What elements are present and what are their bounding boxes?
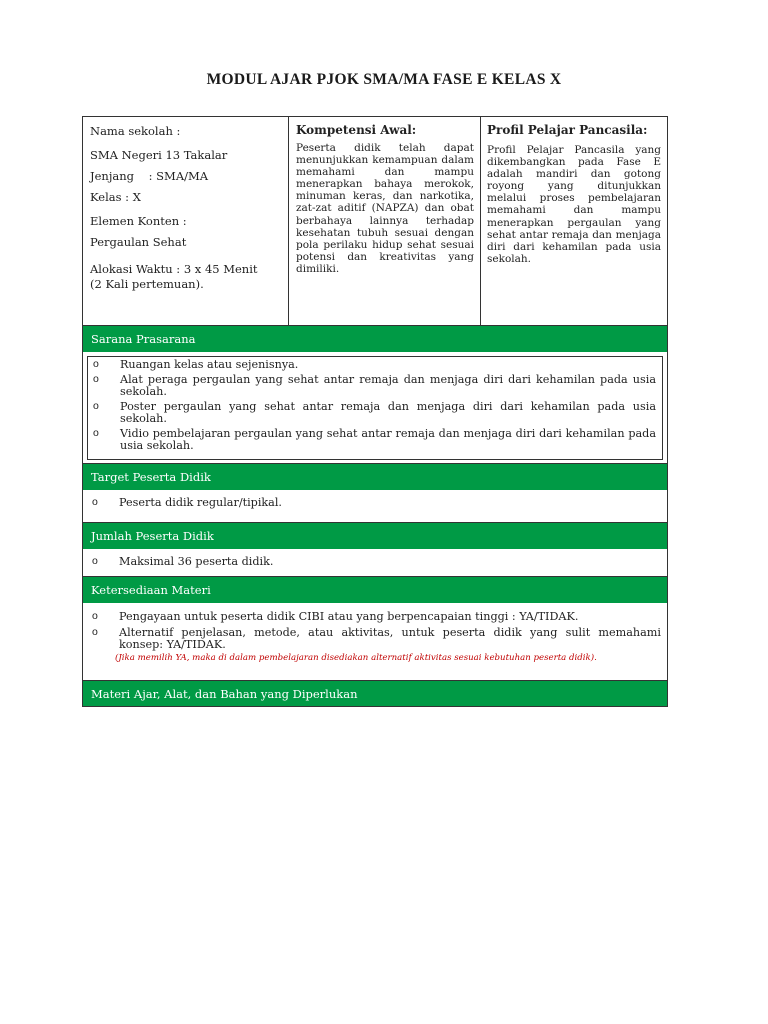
bullet: o	[93, 373, 99, 385]
bullet: o	[92, 496, 98, 508]
sarana-list: o Ruangan kelas atau sejenisnya. o Alat peraga pergaulan yang sehat antar remaja dan menjaga diri dari kehamilan pada usia sekolah. o Poster pergaulan yang sehat antar remaja dan menjaga diri dari kehamilan pada usia sekolah. o Vidio pembelajaran pergaulan yang sehat antar remaja dan menjaga diri dari kehamilan pada usia sekolah.	[87, 356, 663, 460]
bullet: o	[93, 400, 99, 412]
section-body-jumlah: o Maksimal 36 peserta didik.	[83, 549, 667, 577]
meeting-count: (2 Kali pertemuan).	[90, 277, 204, 291]
profile-heading: Profil Pelajar Pancasila:	[487, 123, 648, 137]
class-text: Kelas : X	[90, 190, 141, 204]
bullet: o	[93, 427, 99, 439]
document-title: MODUL AJAR PJOK SMA/MA FASE E KELAS X	[206, 71, 562, 88]
profile-cell	[481, 117, 667, 326]
section-header-materi: Ketersediaan Materi	[83, 577, 667, 603]
section-header-target: Target Peserta Didik	[83, 464, 667, 490]
competency-heading: Kompetensi Awal:	[296, 123, 417, 137]
time-allocation: Alokasi Waktu : 3 x 45 Menit	[90, 262, 258, 276]
bullet: o	[93, 358, 99, 370]
level-text: Jenjang : SMA/MA	[90, 169, 209, 183]
materi-note: (Jika memilih YA, maka di dalam pembelajaran disediakan alternatif aktivitas sesuai kebutuhan peserta didik).	[115, 653, 597, 663]
competency-cell	[289, 117, 481, 326]
bullet: o	[92, 610, 98, 622]
module-table	[82, 116, 668, 707]
element-value: Pergaulan Sehat	[90, 235, 187, 249]
section-body-materi: o Pengayaan untuk peserta didik CIBI atau yang berpencapaian tinggi : YA/TIDAK. o Alternatif penjelasan, metode, atau aktivitas, untuk peserta didik yang sulit memahami konsep: YA/TIDAK. (Jika memilih YA, maka di dalam pembelajaran disediakan alternatif aktivitas sesuai kebutuhan peserta didik).	[83, 603, 667, 681]
school-label: Nama sekolah :	[90, 124, 181, 138]
identity-row	[83, 117, 667, 326]
section-header-jumlah: Jumlah Peserta Didik	[83, 523, 667, 549]
competency-text: Peserta didik telah dapat menunjukkan kemampuan dalam memahami dan mampu menerapkan bahaya merokok, minuman keras, dan narkotika, zat-zat aditif (NAPZA) dan obat berbahaya lainnya terhadap kesehatan tubuh sesuai dengan pola perilaku hidup sehat sesuai potensi dan kreativitas yang dimiliki.	[296, 142, 474, 275]
section-header-bahan: Materi Ajar, Alat, dan Bahan yang Diperlukan	[83, 681, 667, 706]
element-label: Elemen Konten :	[90, 214, 187, 228]
bullet: o	[92, 555, 98, 567]
bullet: o	[92, 626, 98, 638]
section-body-sarana	[83, 352, 667, 464]
school-name: SMA Negeri 13 Takalar	[90, 148, 228, 162]
school-info-cell	[83, 117, 289, 326]
section-header-sarana: Sarana Prasarana	[83, 326, 667, 352]
profile-text: Profil Pelajar Pancasila yang dikembangkan pada Fase E adalah mandiri dan gotong royong yang ditunjukkan melalui proses pembelajaran memahami dan mampu menerapkan pergaulan yang sehat antar remaja dan menjaga diri dari kehamilan pada usia sekolah.	[487, 144, 661, 265]
section-body-target: o Peserta didik regular/tipikal.	[83, 490, 667, 523]
